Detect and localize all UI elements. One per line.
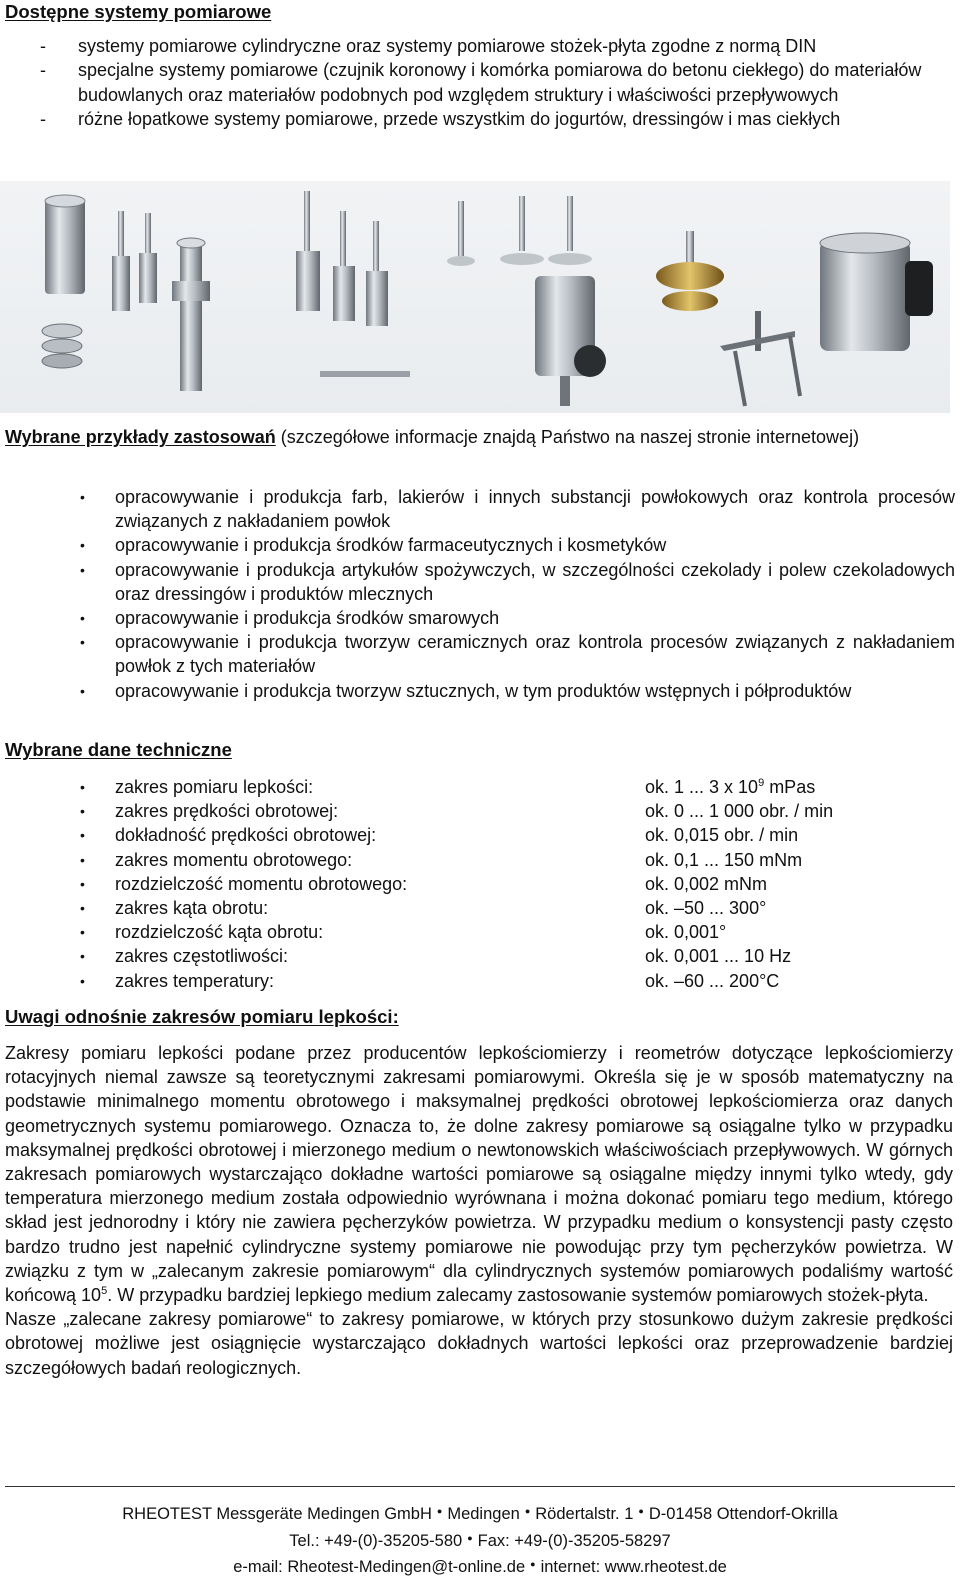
footer-divider — [5, 1486, 955, 1487]
tech-row: • rozdzielczość kąta obrotu: ok. 0,001° — [80, 922, 727, 943]
list-item: • opracowywanie i produkcja środków smarowych — [80, 608, 500, 629]
notes-body — [5, 1041, 953, 1380]
applications-list — [5, 485, 955, 703]
bullet-separator: ● — [530, 1559, 536, 1569]
footer — [0, 1500, 960, 1580]
list-item: • opracowywanie i produkcja artykułów spożywczych, w szczególności czekolady i polew czekoladowych oraz dressingów i produktów mlecznych — [80, 559, 955, 604]
section-heading-applications: Wybrane przykłady zastosowań — [5, 427, 276, 447]
bullet-separator: ● — [524, 1506, 531, 1516]
footer-contact — [0, 1553, 960, 1580]
list-item: - specjalne systemy pomiarowe (czujnik koronowy i komórka pomiarowa do betonu ciekłego) do materiałów budowlanych oraz materiałów podobnych pod względem struktury i właściwości przepływowych — [40, 60, 922, 105]
list-item: • opracowywanie i produkcja środków farmaceutycznych i kosmetyków — [80, 535, 667, 556]
applications-intro: Wybrane przykłady zastosowań (szczegółowe informacje znajdą Państwo na naszej stronie internetowej) — [5, 427, 860, 447]
website-link[interactable]: internet: www.rheotest.de — [540, 1558, 727, 1576]
list-item: - systemy pomiarowe cylindryczne oraz systemy pomiarowe stożek-płyta zgodne z normą DIN — [40, 36, 817, 56]
measuring-systems-photo — [0, 181, 950, 413]
tech-row: • zakres temperatury: ok. –60 ... 200°C — [80, 970, 780, 991]
list-item: - różne łopatkowe systemy pomiarowe, przede wszystkim do jogurtów, dressingów i mas ciekłych — [40, 108, 841, 129]
bullet-separator: ● — [638, 1506, 644, 1516]
footer-address: RHEOTEST Messgeräte Medingen GmbH ● Medingen ● Rödertalstr. 1 ● D-01458 Ottendorf-Okrilla — [122, 1505, 838, 1523]
tech-row: • zakres częstotliwości: ok. 0,001 ... 10 Hz — [80, 946, 792, 967]
email-link[interactable]: e-mail: Rheotest-Medingen@t-online.de — [233, 1558, 526, 1576]
section-heading-systems: Dostępne systemy pomiarowe — [5, 1, 272, 22]
tech-row: • rozdzielczość momentu obrotowego: ok. 0,002 mNm — [80, 873, 768, 894]
measuring-systems-illustration — [0, 181, 950, 413]
technical-data-list — [5, 775, 905, 993]
tech-row: • zakres prędkości obrotowej: ok. 0 ... 1 000 obr. / min — [80, 801, 834, 822]
notes-paragraph: Zakresy pomiaru lepkości podane przez producentów lepkościomierzy i reometrów dotyczące lepkościomierzy rotacyjnych niemal zawsze są teoretycznymi zakresami pomiarowymi. Określa się je w sposób matematyczny na podstawie minimalnego momentu obrotowego i maksymalnej prędkości obrotowej lepkościomierza oraz danych geometrycznych systemu pomiarowego. Oznacza to, że dolne zakresy pomiarowe są osiągalne tylko w przypadku maksymalnej prędkości obrotowej i mierzonego medium o newtonowskich właściwościach przepływowych. W górnych zakresach pomiarowych wystarczająco dokładne wartości pomiarowe są osiągalne między innymi tylko wtedy, gdy temperatura mierzonego medium została odpowiednio wyrównana i można dokonać pomiaru tego medium, którego skład jest jednorodny i który nie zawiera pęcherzyków powietrza. W przypadku medium o konsystencji pasty często bardzo trudno jest napełnić cylindryczne systemy pomiarowe nie powodując przy tym pęcherzyków powietrza. W związku z tym w „zalecanym zakresie pomiarowym“ dla cylindrycznych systemów pomiarowych podaliśmy wartość końcową $10^5$. W przypadku bardziej lepkiego medium zalecamy zastosowanie systemów pomiarowych stożek-płyta. — [5, 1043, 953, 1306]
tech-row: • zakres pomiaru lepkości: ok. 1 ... 3 x $10^9$ mPas — [80, 777, 816, 797]
tech-row: • dokładność prędkości obrotowej: ok. 0,015 obr. / min — [80, 825, 799, 846]
bullet-separator: ● — [467, 1532, 473, 1543]
tech-row: • zakres momentu obrotowego: ok. 0,1 ... 150 mNm — [80, 849, 803, 870]
tech-row: • zakres kąta obrotu: ok. –50 ... 300° — [80, 898, 767, 919]
footer-phone: Tel.: +49-(0)-35205-580 ● Fax: +49-(0)-35205-58297 — [289, 1531, 671, 1550]
list-item: • opracowywanie i produkcja farb, lakierów i innych substancji powłokowych oraz kontrola procesów związanych z nakładaniem powłok — [80, 487, 955, 532]
list-item: • opracowywanie i produkcja tworzyw ceramicznych oraz kontrola procesów związanych z nakładaniem powłok z tych materiałów — [80, 632, 955, 677]
section-heading-notes: Uwagi odnośnie zakresów pomiaru lepkości: — [5, 1006, 399, 1027]
notes-paragraph: Nasze „zalecane zakresy pomiarowe“ to zakresy pomiarowe, w których przy stosunkowo dużym zakresie prędkości obrotowej możliwe jest osiągnięcie wystarczająco dokładnych wartości lepkości oraz przeprowadzenie bardziej szczegółowych badań reologicznych. — [5, 1309, 953, 1378]
systems-list — [5, 34, 950, 131]
section-heading-technical: Wybrane dane techniczne — [5, 739, 232, 760]
list-item: • opracowywanie i produkcja tworzyw sztucznych, w tym produktów wstępnych i półproduktów — [80, 680, 852, 701]
bullet-separator: ● — [436, 1506, 443, 1516]
